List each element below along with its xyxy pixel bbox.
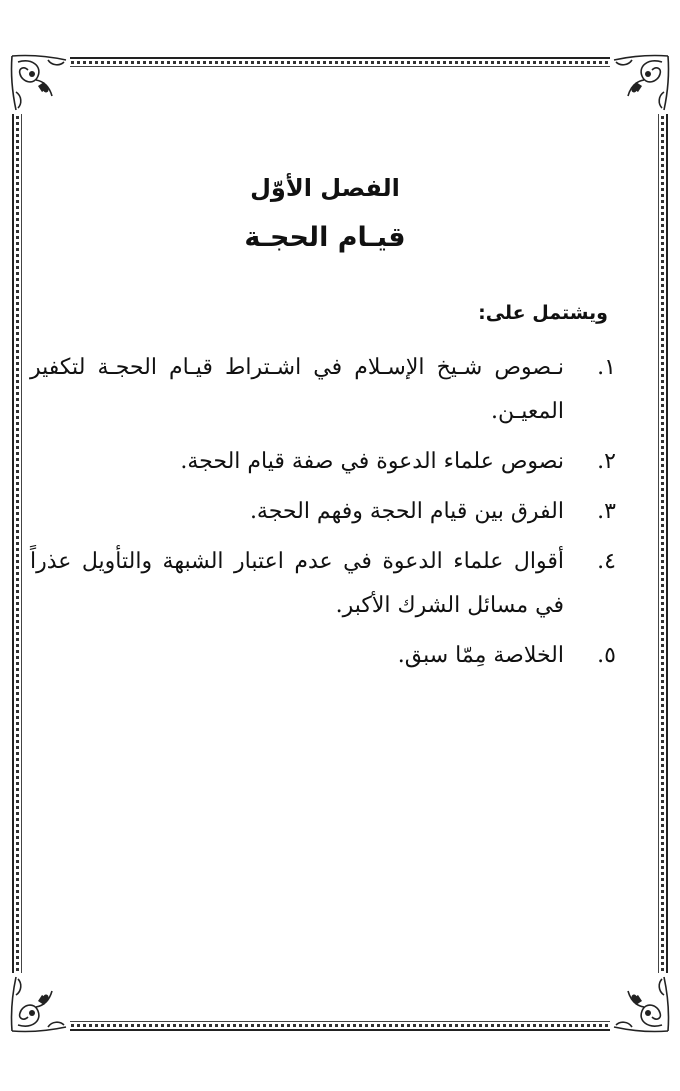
item-number: ٤. xyxy=(597,549,616,574)
item-number: ٣. xyxy=(597,499,616,524)
list-item xyxy=(30,634,620,678)
list-item xyxy=(30,490,620,534)
item-text: أقوال علماء الدعوة في عدم اعتبار الشبهة والتأويل عذراً في مسائل الشرك الأكبر. xyxy=(30,549,564,618)
corner-ornament-icon xyxy=(8,973,70,1035)
list-item xyxy=(30,346,620,434)
intro-heading: ويشتمل على: xyxy=(478,302,608,324)
corner-ornament-icon xyxy=(610,973,672,1035)
item-number: ١. xyxy=(597,355,616,380)
list-item xyxy=(30,440,620,484)
item-text: الفرق بين قيام الحجة وفهم الحجة. xyxy=(249,499,564,524)
item-number: ٥. xyxy=(597,643,616,668)
contents-list xyxy=(30,346,620,678)
item-text: نـصوص شـيخ الإسـلام في اشـتراط قيـام الحجـة لتكفير المعيـن. xyxy=(30,355,564,424)
page-content xyxy=(30,150,620,684)
corner-ornament-icon xyxy=(610,52,672,114)
chapter-subtitle: قيـام الحجـة xyxy=(244,222,406,253)
corner-ornament-icon xyxy=(8,52,70,114)
list-item xyxy=(30,540,620,628)
item-number: ٢. xyxy=(597,449,616,474)
item-text: نصوص علماء الدعوة في صفة قيام الحجة. xyxy=(180,449,564,474)
chapter-title: الفصل الأوّل xyxy=(250,174,400,202)
item-text: الخلاصة مِمّا سبق. xyxy=(397,643,564,668)
